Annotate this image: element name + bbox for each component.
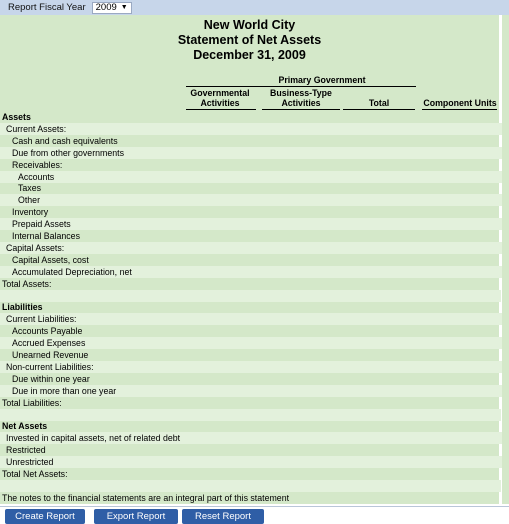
report-row: Assets bbox=[2, 112, 31, 122]
col-governmental-underline bbox=[186, 109, 256, 110]
vertical-scrollbar[interactable] bbox=[502, 15, 509, 504]
report-row: Due from other governments bbox=[0, 147, 509, 159]
report-row: Unrestricted bbox=[0, 456, 505, 468]
report-footer-note: The notes to the financial statements are an integral part of this statement bbox=[2, 493, 290, 503]
report-row: Liabilities bbox=[2, 302, 43, 313]
report-date-title: December 31, 2009 bbox=[193, 48, 306, 62]
col-business-line1: Business-Type bbox=[270, 88, 332, 98]
report-row: Net Assets bbox=[2, 421, 48, 432]
reset-report-button[interactable]: Reset Report bbox=[182, 509, 264, 524]
col-governmental-line2: Activities bbox=[200, 98, 240, 108]
report-row: Prepaid Assets bbox=[0, 218, 509, 230]
col-component-underline bbox=[422, 109, 497, 110]
report-row: Current Liabilities: bbox=[0, 313, 505, 325]
report-row: Cash and cash equivalents bbox=[12, 135, 118, 146]
fiscal-year-select[interactable] bbox=[92, 2, 132, 14]
toolbar bbox=[0, 0, 509, 15]
report-row: Accrued Expenses bbox=[0, 337, 509, 349]
button-bar bbox=[0, 506, 509, 524]
col-business-underline bbox=[262, 109, 340, 110]
col-total-header: Total bbox=[368, 98, 390, 108]
report-row: Non-current Liabilities: bbox=[0, 361, 505, 373]
report-city-title: New World City bbox=[203, 18, 296, 32]
export-report-button[interactable]: Export Report bbox=[94, 509, 178, 524]
report-row: Capital Assets: bbox=[0, 242, 505, 254]
report-row: Accumulated Depreciation, net bbox=[0, 266, 509, 278]
report-row: Restricted bbox=[6, 445, 46, 456]
report-row: Total Liabilities: bbox=[2, 397, 62, 408]
report-row: Total Net Assets: bbox=[2, 469, 68, 479]
col-governmental-line1: Governmental bbox=[190, 88, 250, 98]
col-component-header: Component Units bbox=[423, 98, 497, 108]
create-report-button[interactable]: Create Report bbox=[5, 509, 85, 524]
report-row bbox=[0, 290, 501, 302]
report-row: Unearned Revenue bbox=[12, 350, 89, 360]
report-row: Receivables: bbox=[12, 159, 63, 170]
chevron-down-icon: ▼ bbox=[120, 4, 128, 11]
report-row: Current Assets: bbox=[0, 123, 505, 135]
report-row: Accounts Payable bbox=[12, 326, 83, 337]
report-row: Inventory bbox=[12, 207, 49, 218]
report-row: Taxes bbox=[18, 183, 41, 194]
report-row: Capital Assets, cost bbox=[12, 254, 89, 265]
report-row: Accounts bbox=[0, 171, 509, 183]
report-row: Due within one year bbox=[12, 373, 90, 384]
report-statement-title: Statement of Net Assets bbox=[177, 33, 322, 47]
report-row: Invested in capital assets, net of related debt bbox=[0, 432, 505, 444]
col-business-line2: Activities bbox=[281, 98, 321, 108]
fiscal-year-value: 2009 bbox=[95, 2, 117, 13]
report-row: Total Assets: bbox=[2, 278, 52, 289]
report-row bbox=[0, 480, 501, 492]
primary-government-header: Primary Government bbox=[278, 75, 366, 85]
primary-government-underline bbox=[186, 86, 416, 87]
report-row: Other bbox=[0, 194, 509, 206]
report-row: Due in more than one year bbox=[0, 385, 509, 397]
report-row bbox=[0, 409, 501, 421]
report-panel bbox=[0, 15, 499, 504]
col-total-underline bbox=[343, 109, 415, 110]
report-row: Internal Balances bbox=[12, 231, 80, 241]
fiscal-year-label: Report Fiscal Year bbox=[8, 2, 86, 13]
